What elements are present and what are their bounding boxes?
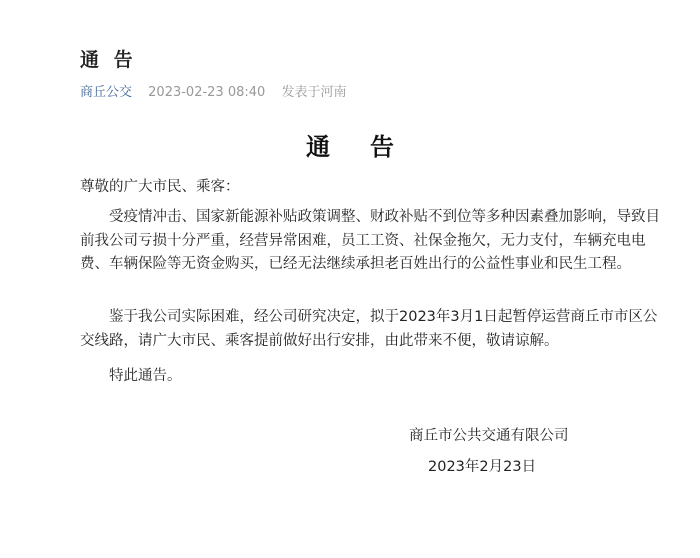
page-title: 通 告: [80, 49, 137, 71]
paragraph-1: 受疫情冲击、国家新能源补贴政策调整、财政补贴不到位等多种因素叠加影响，导致目前我公司亏损十分严重，经营异常困难，员工工资、社保金拖欠，无力支付，车辆充电电费、车辆保险等无资金购买，已经无法继续承担老百姓出行的公益性事业和民生工程。: [80, 209, 660, 272]
salutation: 尊敬的广大市民、乘客：: [80, 179, 240, 195]
publish-time: 2023-02-23 08:40: [148, 85, 266, 100]
notice-heading-char-1: 通: [306, 132, 330, 161]
article-meta: [80, 84, 346, 102]
publish-location: 发表于河南: [281, 85, 347, 100]
paragraph-2: 鉴于我公司实际困难，经公司研究决定，拟于2023年3月1日起暂停运营商丘市市区公交线路，请广大市民、乘客提前做好出行安排，由此带来不便，敬请谅解。: [80, 309, 658, 349]
source-link[interactable]: 商丘公交: [80, 85, 133, 100]
signature: 商丘市公共交通有限公司: [409, 428, 569, 444]
paragraph-3: 特此通告。: [109, 368, 182, 384]
notice-heading: [0, 130, 700, 164]
notice-heading-char-2: 告: [370, 132, 394, 161]
notice-date: 2023年2月23日: [428, 459, 537, 475]
